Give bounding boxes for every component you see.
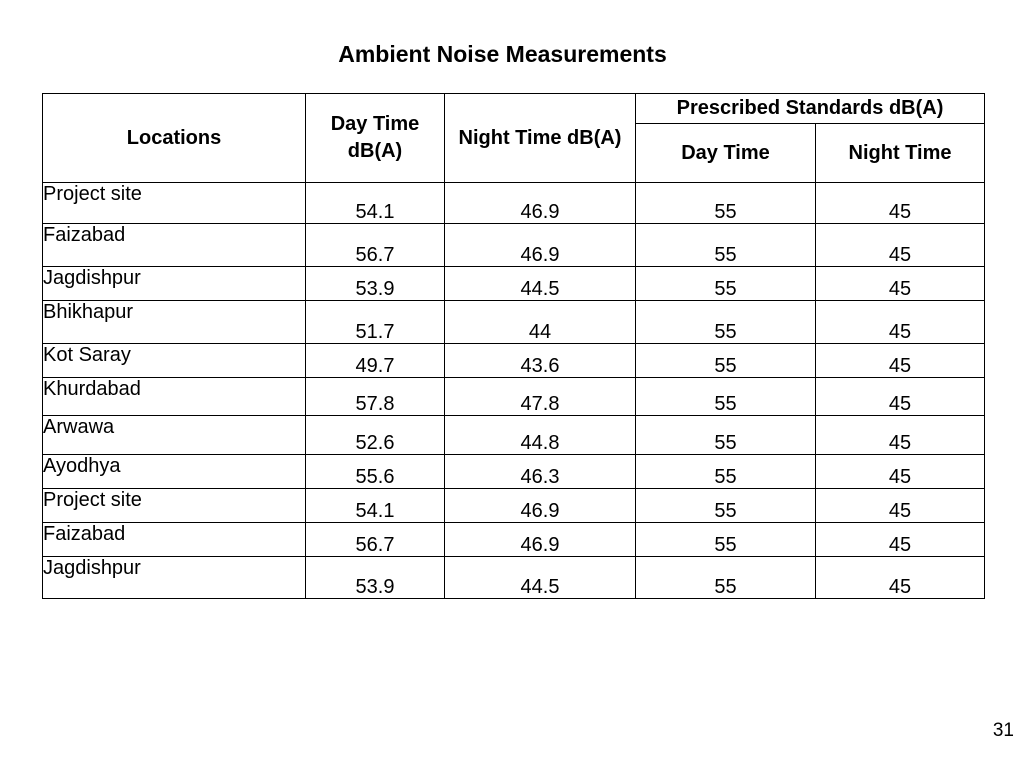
cell-standard-night: 45 [816, 301, 985, 344]
cell-standard-night: 45 [816, 378, 985, 416]
cell-night-time: 46.9 [445, 489, 636, 523]
cell-standard-day: 55 [636, 267, 816, 301]
cell-night-time: 47.8 [445, 378, 636, 416]
cell-location: Jagdishpur [43, 267, 306, 301]
cell-standard-day: 55 [636, 416, 816, 455]
cell-night-time: 44.5 [445, 267, 636, 301]
header-standard-day-time: Day Time [636, 124, 816, 183]
cell-night-time: 46.9 [445, 224, 636, 267]
cell-standard-day: 55 [636, 557, 816, 599]
cell-day-time: 54.1 [306, 183, 445, 224]
cell-night-time: 43.6 [445, 344, 636, 378]
cell-standard-day: 55 [636, 183, 816, 224]
cell-night-time: 44.8 [445, 416, 636, 455]
cell-night-time: 44.5 [445, 557, 636, 599]
cell-standard-day: 55 [636, 455, 816, 489]
cell-location: Faizabad [43, 224, 306, 267]
cell-location: Faizabad [43, 523, 306, 557]
cell-standard-day: 55 [636, 523, 816, 557]
page-number: 31 [992, 720, 1014, 741]
table-header [43, 94, 985, 183]
cell-standard-night: 45 [816, 455, 985, 489]
table-row [43, 301, 985, 344]
cell-day-time: 51.7 [306, 301, 445, 344]
header-prescribed-standards: Prescribed Standards dB(A) [636, 94, 985, 124]
table-row [43, 378, 985, 416]
table-body [43, 183, 985, 599]
cell-standard-night: 45 [816, 267, 985, 301]
cell-standard-night: 45 [816, 416, 985, 455]
table-row [43, 183, 985, 224]
header-night-time: Night Time dB(A) [445, 94, 636, 183]
table-row [43, 416, 985, 455]
cell-day-time: 49.7 [306, 344, 445, 378]
cell-location: Project site [43, 183, 306, 224]
cell-day-time: 53.9 [306, 557, 445, 599]
header-standard-night-time: Night Time [816, 124, 985, 183]
cell-night-time: 46.9 [445, 183, 636, 224]
cell-night-time: 46.3 [445, 455, 636, 489]
noise-table [42, 93, 985, 599]
cell-location: Project site [43, 489, 306, 523]
table-row [43, 523, 985, 557]
cell-standard-day: 55 [636, 344, 816, 378]
cell-standard-day: 55 [636, 224, 816, 267]
cell-night-time: 44 [445, 301, 636, 344]
table-row [43, 224, 985, 267]
cell-location: Jagdishpur [43, 557, 306, 599]
cell-standard-day: 55 [636, 301, 816, 344]
table-row [43, 489, 985, 523]
cell-day-time: 57.8 [306, 378, 445, 416]
cell-standard-night: 45 [816, 489, 985, 523]
cell-day-time: 55.6 [306, 455, 445, 489]
cell-day-time: 56.7 [306, 224, 445, 267]
cell-day-time: 54.1 [306, 489, 445, 523]
cell-location: Bhikhapur [43, 301, 306, 344]
table-row [43, 344, 985, 378]
cell-day-time: 56.7 [306, 523, 445, 557]
header-row-top [43, 94, 985, 124]
cell-standard-day: 55 [636, 378, 816, 416]
cell-location: Khurdabad [43, 378, 306, 416]
cell-standard-night: 45 [816, 183, 985, 224]
page-title: Ambient Noise Measurements [338, 41, 667, 67]
cell-location: Ayodhya [43, 455, 306, 489]
cell-day-time: 53.9 [306, 267, 445, 301]
header-locations: Locations [43, 94, 306, 183]
cell-day-time: 52.6 [306, 416, 445, 455]
table-row [43, 557, 985, 599]
cell-standard-night: 45 [816, 523, 985, 557]
cell-standard-night: 45 [816, 557, 985, 599]
cell-standard-night: 45 [816, 224, 985, 267]
cell-location: Kot Saray [43, 344, 306, 378]
cell-standard-night: 45 [816, 344, 985, 378]
table-row [43, 455, 985, 489]
cell-standard-day: 55 [636, 489, 816, 523]
cell-location: Arwawa [43, 416, 306, 455]
table-row [43, 267, 985, 301]
header-day-time: Day Time dB(A) [306, 94, 445, 183]
cell-night-time: 46.9 [445, 523, 636, 557]
